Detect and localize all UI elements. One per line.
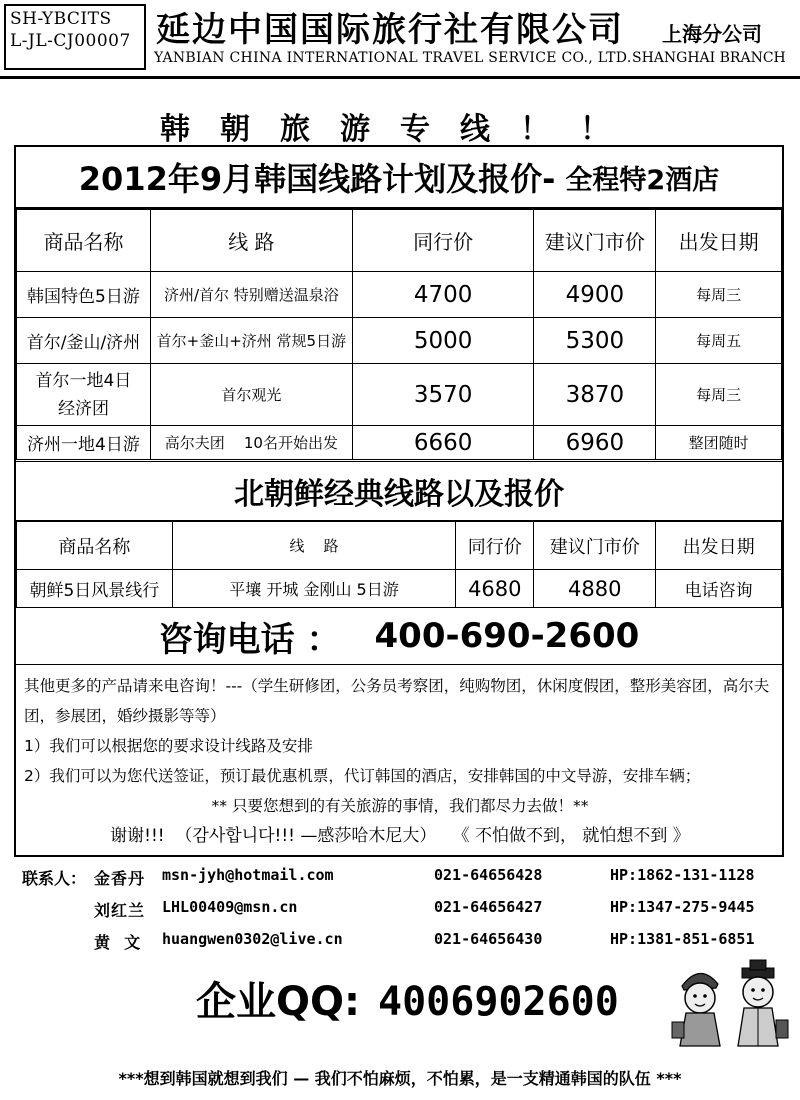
branch-name-en: SHANGHAI BRANCH [632,50,786,66]
retail-price: 6960 [534,426,656,460]
table-row [17,318,782,364]
trade-price: 6660 [352,426,534,460]
col-header-retail-price: 建议门市价 [534,522,656,570]
contact-name: 刘红兰 [94,901,146,920]
license-code-line2: L-JL-CJ00007 [10,31,131,51]
trade-price: 4700 [352,272,534,318]
product-name: 济州一地4日游 [17,426,151,460]
price-sheet [14,145,784,857]
qq-number: 4006902600 [378,979,619,1025]
banner-title: 韩朝旅游专线！！ [160,112,640,147]
header-divider [0,76,800,79]
korea-route-table [16,209,782,460]
product-name: 首尔/釜山/济州 [17,318,151,364]
trade-price: 4680 [456,570,534,608]
col-header-date: 出发日期 [656,210,782,272]
trade-price: 3570 [352,364,534,426]
korea-plan-title [16,147,782,209]
north-korea-title: 北朝鲜经典线路以及报价 [16,461,782,521]
hotline-label: 咨询电话 ： [158,619,341,660]
product-name: 朝鲜5日风景线行 [17,570,173,608]
col-header-name: 商品名称 [17,210,151,272]
route: 高尔夫团 10名开始出发 [150,426,352,460]
thanks-line: 谢谢!!! （감사합니다!!! —感莎哈木尼大） 《 不怕做不到， 就怕想不到 》 [110,826,690,846]
departure-date: 电话咨询 [656,570,782,608]
north-korea-route-table [16,521,782,608]
table-row [17,426,782,460]
col-header-route: 线 路 [150,210,352,272]
product-name: 韩国特色5日游 [17,272,151,318]
retail-price: 5300 [534,318,656,364]
table-header-row [17,210,782,272]
retail-price: 3870 [534,364,656,426]
contact-row [22,866,782,896]
table-row [17,570,782,608]
contact-mobile: HP:1381-851-6851 [610,930,755,948]
contact-mobile: HP:1347-275-9445 [610,898,755,916]
departure-date: 整团随时 [656,426,782,460]
trade-price: 5000 [352,318,534,364]
contact-row [22,930,782,960]
contact-row [22,898,782,928]
contact-name: 金香丹 [94,869,146,888]
table-row [17,272,782,318]
note-line: 团，参展团，婚纱摄影等等） [24,707,226,725]
korea-plan-title-main: 2012年9月韩国线路计划及报价- [78,160,556,198]
product-name [17,364,151,426]
mascot-illustration [670,958,792,1050]
company-name-cn: 延边中国国际旅行社有限公司 [156,10,624,50]
col-header-name: 商品名称 [17,522,173,570]
company-name-en: YANBIAN CHINA INTERNATIONAL TRAVEL SERVICE CO., LTD. [154,50,632,66]
route: 首尔观光 [150,364,352,426]
license-code-box [4,4,146,70]
hotline-number: 400-690-2600 [374,616,640,656]
contact-name: 黄 文 [94,933,142,952]
korea-plan-title-sub: 全程特2酒店 [565,164,720,196]
contact-phone: 021-64656430 [434,930,543,948]
note-line: 1）我们可以根据您的要求设计线路及安排 [24,737,313,755]
retail-price: 4880 [534,570,656,608]
contact-phone: 021-64656427 [434,898,543,916]
route: 首尔+釜山+济州 常规5日游 [150,318,352,364]
qq-label: 企业QQ: [196,979,361,1025]
table-row [17,364,782,426]
contact-email[interactable]: huangwen0302@live.cn [162,930,343,948]
route: 平壤 开城 金刚山 5日游 [172,570,456,608]
note-line: ** 只要您想到的有关旅游的事情，我们都尽力去做！** [211,797,589,815]
contact-email[interactable]: LHL00409@msn.cn [162,898,298,916]
departure-date: 每周五 [656,318,782,364]
branch-name-cn: 上海分公司 [662,22,762,46]
consult-hotline [16,607,782,665]
enterprise-qq [196,970,619,1027]
table-header-row [17,522,782,570]
retail-price: 4900 [534,272,656,318]
departure-date: 每周三 [656,364,782,426]
license-code-line1: SH-YBCITS [10,9,112,29]
col-header-date: 出发日期 [656,522,782,570]
note-line: 2）我们可以为您代送签证，预订最优惠机票，代订韩国的酒店，安排韩国的中文导游，安排车辆； [24,767,701,785]
col-header-trade-price: 同行价 [352,210,534,272]
service-notes [24,671,776,851]
contact-email[interactable]: msn-jyh@hotmail.com [162,866,334,884]
contact-mobile: HP:1862-131-1128 [610,866,755,884]
route: 济州/首尔 特别赠送温泉浴 [150,272,352,318]
contacts-label: 联系人： [22,869,87,888]
footer-slogan: ***想到韩国就想到我们 — 我们不怕麻烦，不怕累，是一支精通韩国的队伍 *** [118,1069,682,1088]
col-header-trade-price: 同行价 [456,522,534,570]
col-header-route: 线 路 [172,522,456,570]
departure-date: 每周三 [656,272,782,318]
product-name-text: 首尔一地4日经济团 [35,370,132,419]
contact-phone: 021-64656428 [434,866,543,884]
col-header-retail-price: 建议门市价 [534,210,656,272]
note-line: 其他更多的产品请来电咨询！---（学生研修团，公务员考察团，纯购物团，休闲度假团，整形美容团，高尔夫 [24,677,770,695]
